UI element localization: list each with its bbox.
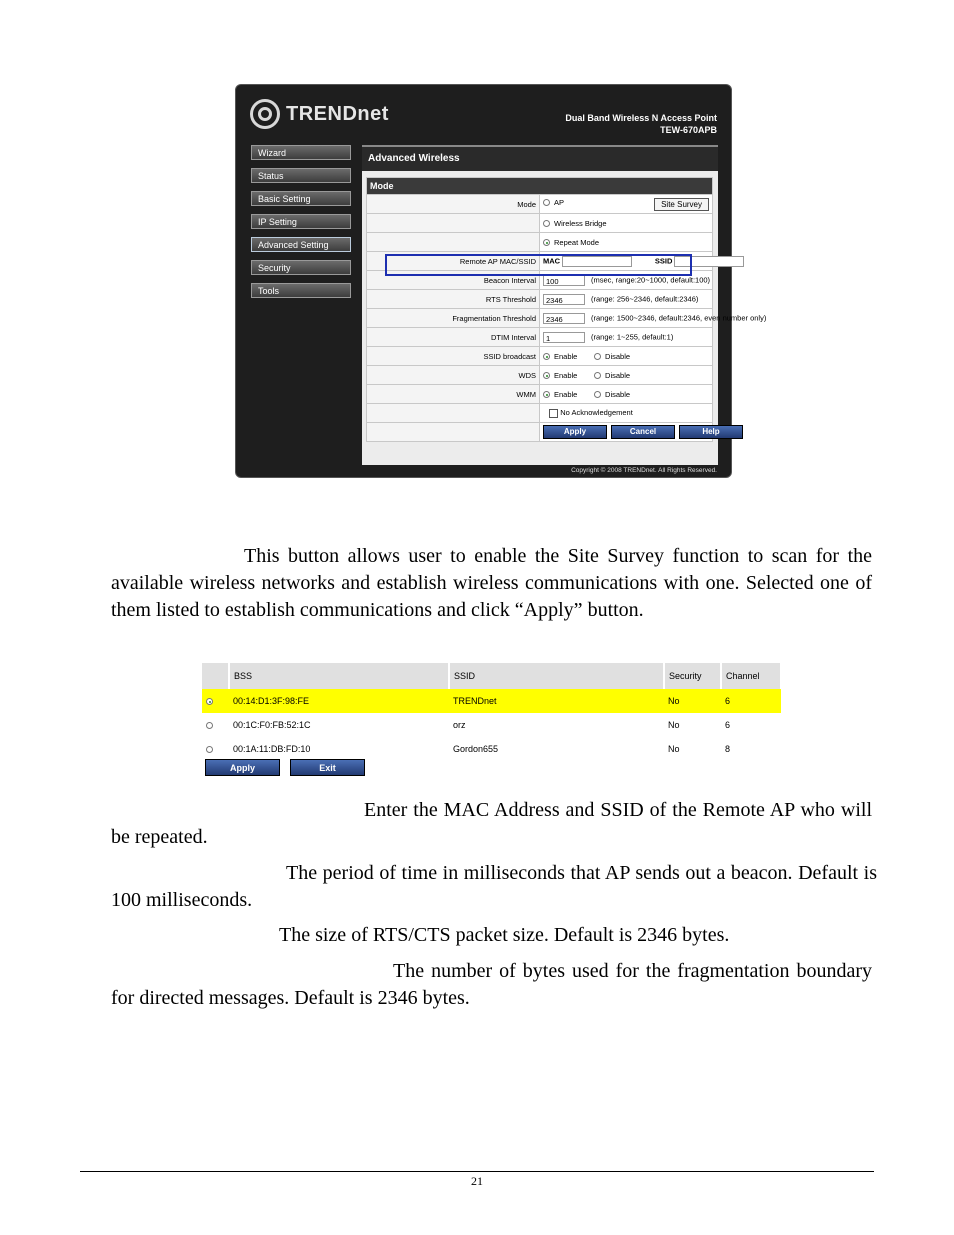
table-row[interactable]: 00:1C:F0:FB:52:1C orz No 6 xyxy=(202,713,781,737)
mode-label: Mode xyxy=(367,195,540,214)
nav-advanced-setting[interactable]: Advanced Setting xyxy=(251,237,351,252)
advanced-wireless-form: Mode Mode AP Site Survey Wireless Bridge Repeat Mode Remote AP MAC/SSID MAC SSID Beacon Interval 100 (msec, range:20~1000, default:100) RTS Threshold 2346 (range: 256~2346, default:2346) Fragmentation Threshold 2346 (range: 1500~2346, default:2346, even number only) DTIM Interval 1 (range: 1~255, default:1) SSID broadcast Enable Disable WDS Enable Disable WMM Enable Disable No Acknowledgement Apply Cancel Help xyxy=(366,177,713,442)
beacon-input[interactable]: 100 xyxy=(543,275,585,286)
dtim-label: DTIM Interval xyxy=(367,328,540,347)
ssid-broadcast-disable-radio[interactable] xyxy=(594,353,601,360)
nav-security[interactable]: Security xyxy=(251,260,351,275)
cancel-button[interactable]: Cancel xyxy=(611,425,675,439)
wmm-enable-radio[interactable] xyxy=(543,391,550,398)
rts-paragraph: The size of RTS/CTS packet size. Default is 2346 bytes. xyxy=(279,924,730,946)
content-panel xyxy=(362,145,767,465)
remote-ap-label: Remote AP MAC/SSID xyxy=(367,252,540,271)
apply-button[interactable]: Apply xyxy=(543,425,607,439)
survey-apply-button[interactable]: Apply xyxy=(205,759,280,776)
mode-ap-radio[interactable] xyxy=(543,199,550,206)
router-screenshot xyxy=(235,84,767,478)
remote-ap-highlight xyxy=(385,254,692,276)
mode-bridge-radio[interactable] xyxy=(543,220,550,227)
copyright: Copyright © 2008 TRENDnet. All Rights Reserved. xyxy=(571,467,717,474)
table-row[interactable]: 00:14:D1:3F:98:FE TRENDnet No 6 xyxy=(202,689,781,713)
survey-exit-button[interactable]: Exit xyxy=(290,759,365,776)
beacon-paragraph: The period of time in milliseconds that AP sends out a beacon. Default is 100 milliseconds. xyxy=(111,862,877,911)
page-number: 21 xyxy=(471,1174,483,1188)
col-security: Security xyxy=(664,663,721,689)
site-survey-button[interactable]: Site Survey xyxy=(654,198,709,211)
wmm-label: WMM xyxy=(367,385,540,404)
brand-name: TRENDnet xyxy=(286,102,389,125)
ssid-broadcast-label: SSID broadcast xyxy=(367,347,540,366)
table-row[interactable]: 00:1A:11:DB:FD:10 Gordon655 No 8 xyxy=(202,737,781,761)
no-ack-checkbox[interactable] xyxy=(549,409,558,418)
row-select-radio[interactable] xyxy=(206,722,213,729)
wds-label: WDS xyxy=(367,366,540,385)
wmm-disable-radio[interactable] xyxy=(594,391,601,398)
nav-ip-setting[interactable]: IP Setting xyxy=(251,214,351,229)
wds-disable-radio[interactable] xyxy=(594,372,601,379)
beacon-label: Beacon Interval xyxy=(367,271,540,290)
dtim-input[interactable]: 1 xyxy=(543,332,585,343)
product-title: Dual Band Wireless N Access Point TEW-670APB xyxy=(565,113,717,135)
frag-label: Fragmentation Threshold xyxy=(367,309,540,328)
site-survey-table xyxy=(202,663,782,761)
rts-label: RTS Threshold xyxy=(367,290,540,309)
nav-wizard[interactable]: Wizard xyxy=(251,145,351,160)
footer-rule xyxy=(80,1171,874,1172)
row-select-radio[interactable] xyxy=(206,746,213,753)
nav-status[interactable]: Status xyxy=(251,168,351,183)
help-button[interactable]: Help xyxy=(679,425,743,439)
mode-repeat-radio[interactable] xyxy=(543,239,550,246)
col-bss: BSS xyxy=(229,663,449,689)
nav-tools[interactable]: Tools xyxy=(251,283,351,298)
ssid-broadcast-enable-radio[interactable] xyxy=(543,353,550,360)
panel-title: Advanced Wireless xyxy=(362,145,718,171)
nav-basic-setting[interactable]: Basic Setting xyxy=(251,191,351,206)
frag-input[interactable]: 2346 xyxy=(543,313,585,324)
rts-input[interactable]: 2346 xyxy=(543,294,585,305)
col-ssid: SSID xyxy=(449,663,664,689)
section-title: Mode xyxy=(367,178,713,195)
wds-enable-radio[interactable] xyxy=(543,372,550,379)
remote-ap-paragraph: Enter the MAC Address and SSID of the Remote AP who will be repeated. xyxy=(111,799,872,848)
col-channel: Channel xyxy=(721,663,781,689)
row-select-radio[interactable] xyxy=(206,698,213,705)
frag-paragraph: The number of bytes used for the fragmentation boundary for directed messages. Default is 2346 bytes. xyxy=(111,960,872,1009)
logo-icon xyxy=(250,99,280,129)
trendnet-logo xyxy=(250,99,389,129)
site-survey-paragraph: This button allows user to enable the Site Survey function to scan for the available wireless networks and establish wireless communications with one. Selected one of them listed to establish communications and click “Apply” button. xyxy=(111,545,872,621)
